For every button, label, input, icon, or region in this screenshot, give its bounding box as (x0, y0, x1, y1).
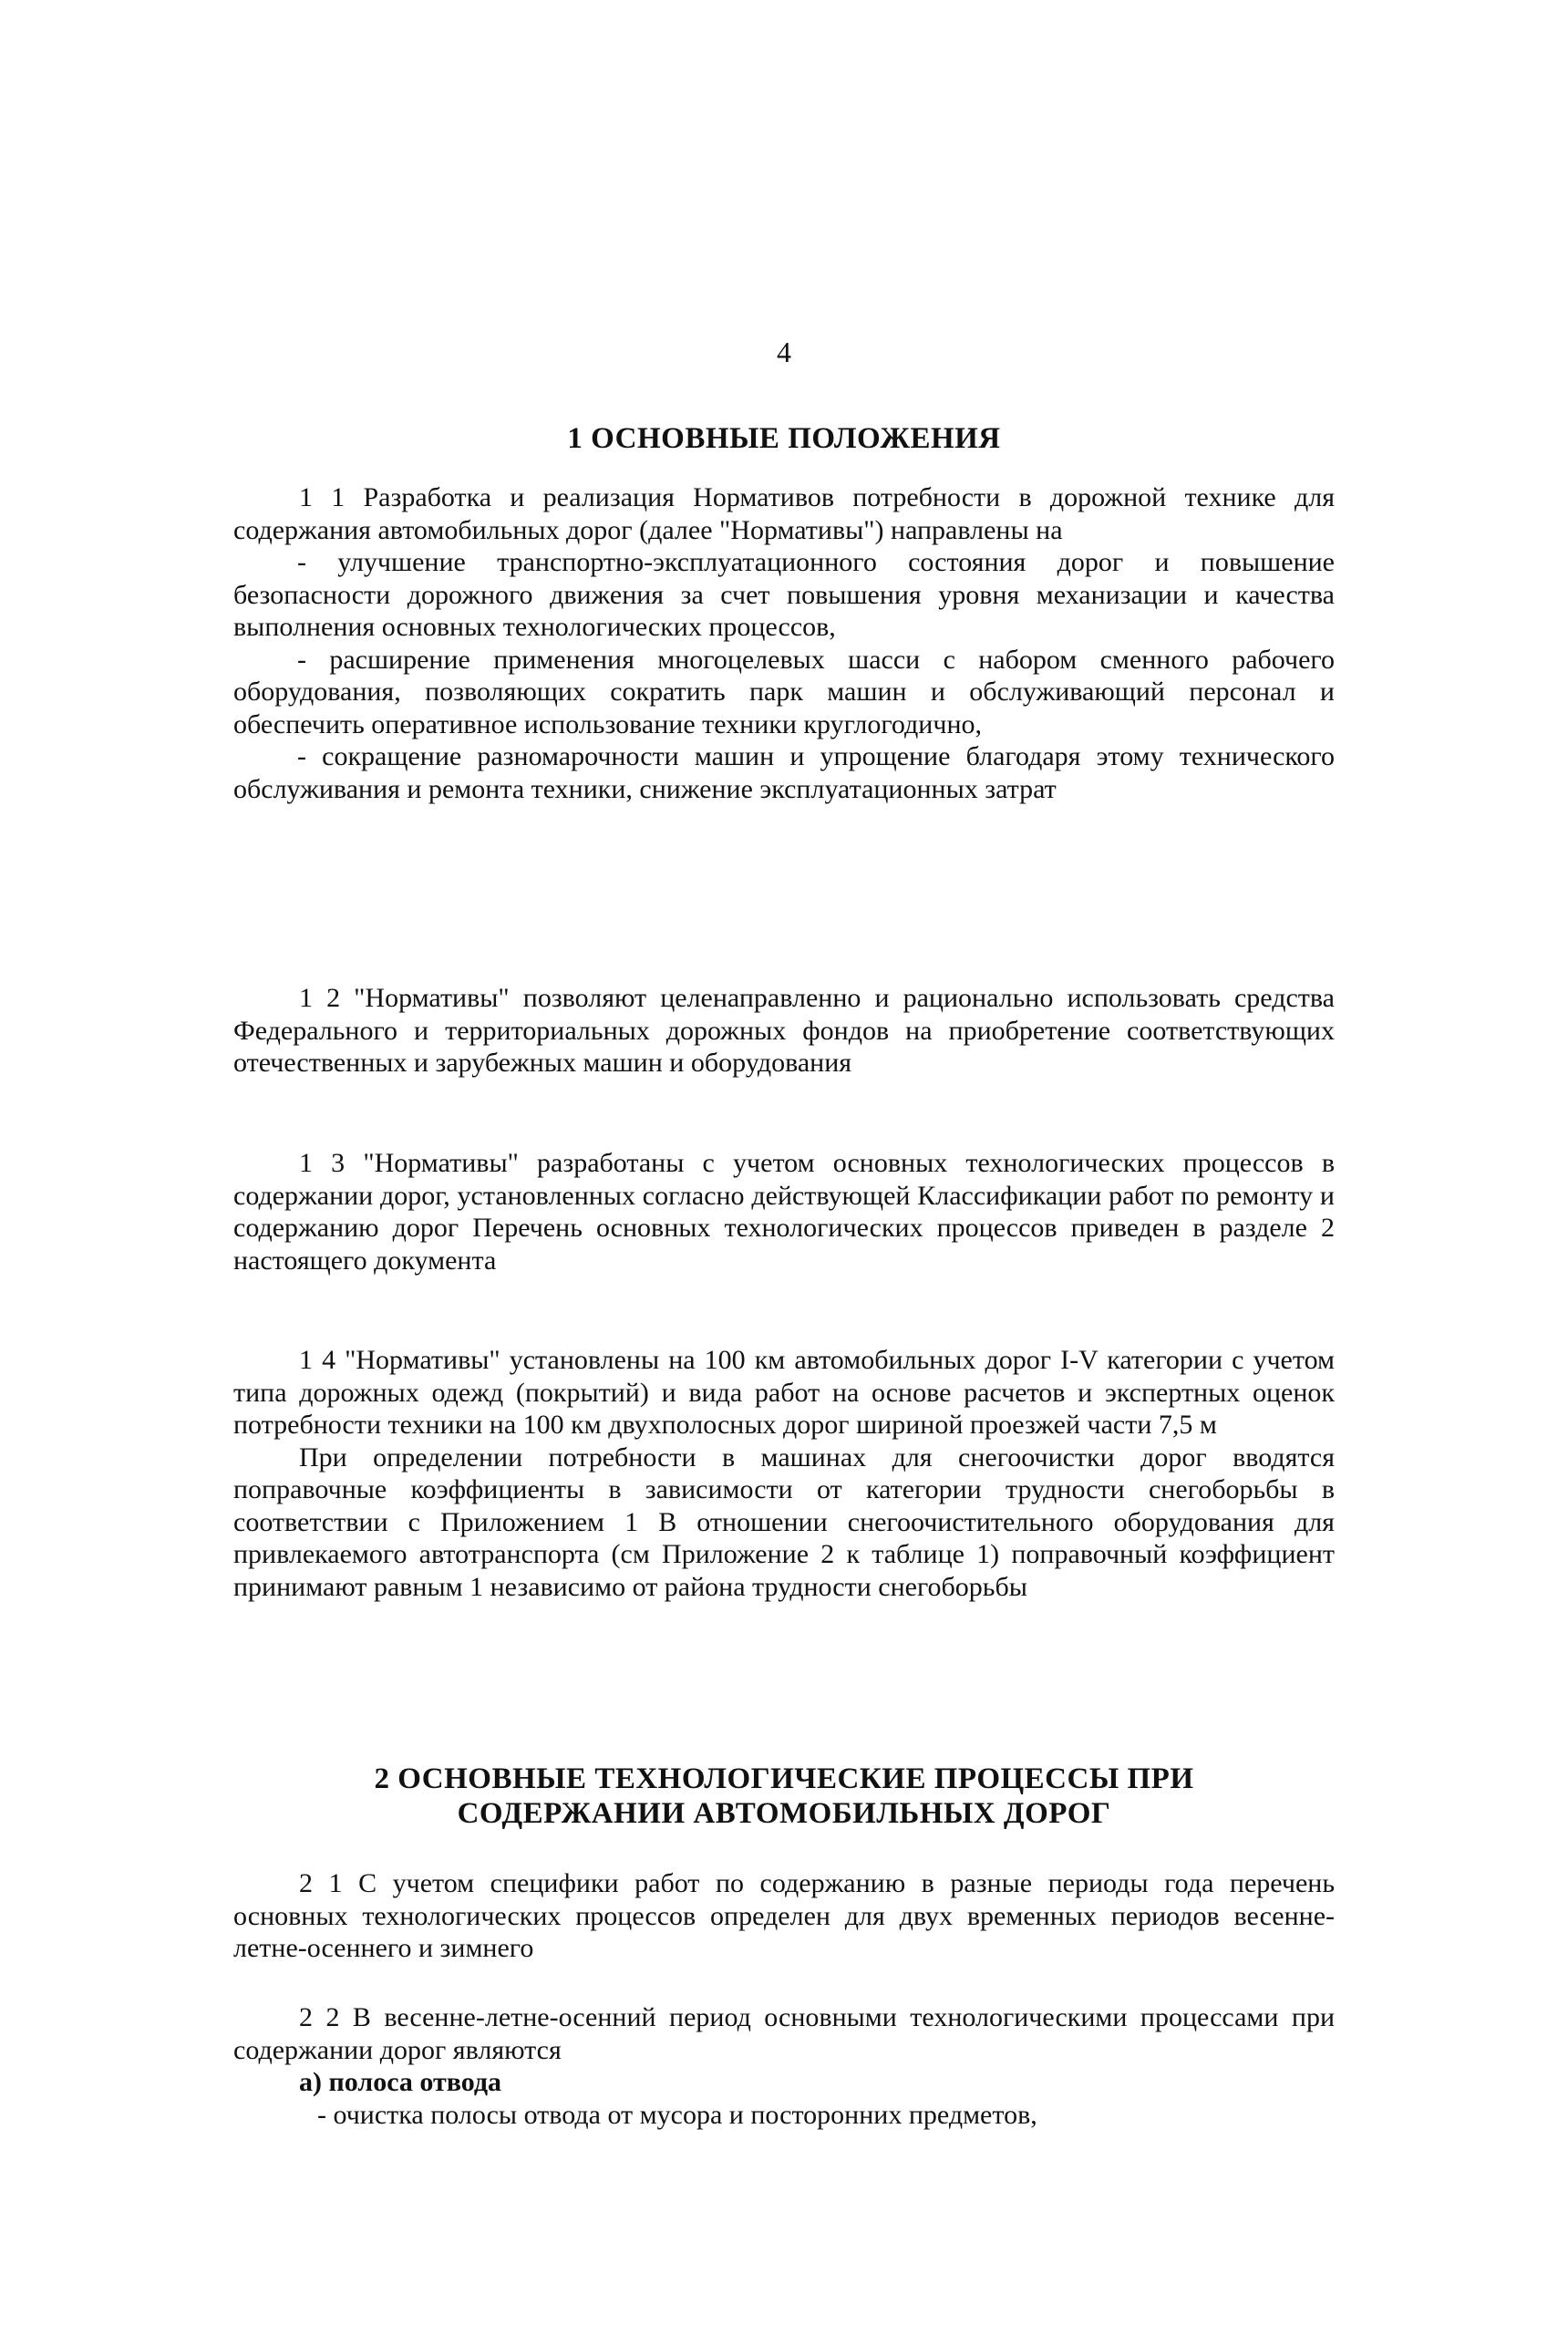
list-item: - улучшение транспортно-эксплуатационного состояния дорог и повышение безопасности дорожного движения за счет повышения уровня механизации и качества выполнения основных технологических процессов, (233, 547, 1335, 642)
section-2-title (233, 1762, 1335, 1831)
paragraph-1-4-continued: При определении потребности в машинах для снегоочистки дорог вводятся поправочные коэффициенты в зависимости от категории трудности снегоборьбы в соответствии с Приложением 1 В отношении снегоочистительного оборудования для привлекаемого автотранспорта (см Приложение 2 к таблице 1) поправочный коэффициент принимают равным 1 независимо от района трудности снегоборьбы (233, 1442, 1335, 1602)
paragraph-1-3: 1 3 "Нормативы" разработаны с учетом основных технологических процессов в содержании дорог, установленных согласно действующей Классификации работ по ремонту и содержанию дорог Перечень основных технологических процессов приведен в разделе 2 настоящего документа (233, 1148, 1335, 1276)
paragraph-1-2: 1 2 "Нормативы" позволяют целенаправленно и рационально использовать средства Федерального и территориальных дорожных фондов на приобретение соответствующих отечественных и зарубежных машин и оборудования (233, 983, 1335, 1078)
section-1-block-4 (233, 1344, 1335, 1603)
section-2-title-line-1: 2 ОСНОВНЫЕ ТЕХНОЛОГИЧЕСКИЕ ПРОЦЕССЫ ПРИ (374, 1762, 1194, 1795)
list-item: - очистка полосы отвода от мусора и посторонних предметов, (317, 2099, 1037, 2130)
paragraph-2-2: 2 2 В весенне-летне-осенний период основными технологическими процессами при содержании дорог являются (233, 2002, 1335, 2065)
subheading-a: а) полоса отвода (299, 2067, 502, 2097)
section-2-title-line-2: СОДЕРЖАНИИ АВТОМОБИЛЬНЫХ ДОРОГ (457, 1797, 1111, 1830)
section-1-block-3 (233, 1147, 1335, 1276)
section-1-title: 1 ОСНОВНЫЕ ПОЛОЖЕНИЯ (567, 422, 1001, 455)
paragraph-1-4: 1 4 "Нормативы" установлены на 100 км автомобильных дорог I-V категории с учетом типа дорожных одежд (покрытий) и вида работ на основе расчетов и экспертных оценок потребности техники на 100 км двухполосных дорог шириной проезжей части 7,5 м (233, 1345, 1335, 1440)
list-item: - расширение применения многоцелевых шасси с набором сменного рабочего оборудования, позволяющих сократить парк машин и обслуживающий персонал и обеспечить оперативное использование техники круглогодично, (233, 644, 1335, 739)
section-2-block-1 (233, 1867, 1335, 1965)
paragraph-1-1: 1 1 Разработка и реализация Нормативов потребности в дорожной технике для содержания автомобильных дорог (далее "Нормативы") направлены на (233, 482, 1335, 545)
paragraph-2-1: 2 1 С учетом специфики работ по содержанию в разные периоды года перечень основных технологических процессов определен для двух временных периодов весенне-летне-осеннего и зимнего (233, 1868, 1335, 1963)
section-1-block-2 (233, 982, 1335, 1080)
page-number: 4 (777, 336, 791, 368)
section-1-block-1 (233, 481, 1335, 805)
list-item: - сокращение разномарочности машин и упрощение благодаря этому технического обслуживания и ремонта техники, снижение эксплуатационных затрат (233, 741, 1335, 804)
section-2-block-2 (233, 2001, 1335, 2131)
